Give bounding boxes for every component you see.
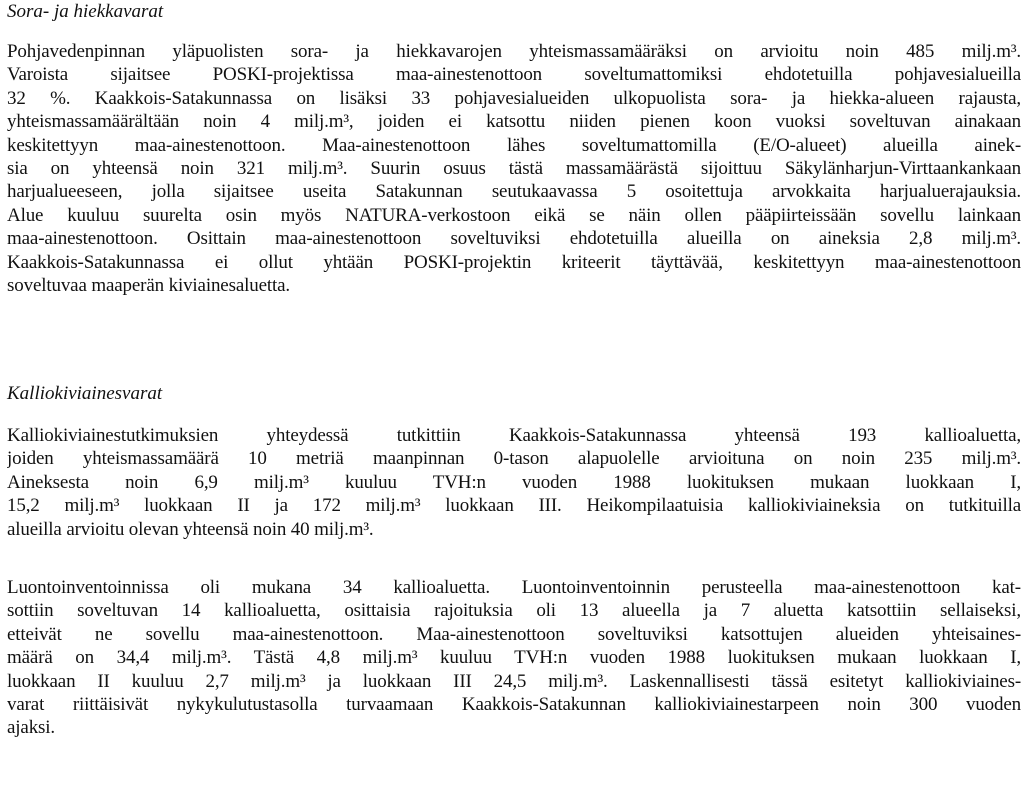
text-line: sottiin soveltuvan 14 kallioaluetta, osittaisia rajoituksia oli 13 alueella ja 7 aluetta katsottiin sellaiseksi, [7, 600, 1021, 622]
text-line: Pohjavedenpinnan yläpuolisten sora- ja hiekkavarojen yhteismassamääräksi on arvioitu noin 485 milj.m³. [7, 41, 1021, 62]
paragraph-kalliokiviainestutkimukset [7, 424, 1021, 541]
document-page [7, 0, 1021, 794]
text-line: sia on yhteensä noin 321 milj.m³. Suurin osuus tästä massamäärästä sijoittuu Säkylänharjun-Virttaankankaan [7, 158, 1021, 180]
text-line: 32 %. Kaakkois-Satakunnassa on lisäksi 33 pohjavesialueiden ulkopuolista sora- ja hiekka-alueen rajausta, [7, 87, 1021, 109]
text-line: Kalliokiviainestutkimuksien yhteydessä tutkittiin Kaakkois-Satakunnassa yhteensä 193 kallioaluetta, [7, 425, 1021, 446]
text-line: harjualueeseen, jolla sijaitsee useita Satakunnan seutukaavassa 5 osoitettuja arvokkaita harjualuerajauksia. [7, 181, 1021, 203]
section-heading-sora-ja-hiekkavarat: Sora- ja hiekkavarat [7, 1, 164, 22]
text-line: luokkaan II kuuluu 2,7 milj.m³ ja luokkaan III 24,5 milj.m³. Laskennallisesti tässä esitetyt kalliokiviaines- [7, 670, 1021, 692]
text-line: alueilla arvioitu olevan yhteensä noin 40 milj.m³. [7, 518, 374, 540]
text-line: määrä on 34,4 milj.m³. Tästä 4,8 milj.m³ kuuluu TVH:n vuoden 1988 luokituksen mukaan luokkaan I, [7, 647, 1021, 669]
section-heading-kalliokiviainesvarat: Kalliokiviainesvarat [7, 383, 163, 404]
text-line: Alue kuuluu suurelta osin myös NATURA-verkostoon eikä se näin ollen pääpiirteissään sovellu lainkaan [7, 204, 1021, 226]
text-line: joiden yhteismassamäärä 10 metriä maanpinnan 0-tason alapuolelle arvioituna on noin 235 milj.m³. [7, 448, 1021, 470]
text-line: ajaksi. [7, 717, 56, 739]
text-line: soveltuvaa maaperän kiviainesaluetta. [7, 275, 291, 297]
text-line: etteivät ne sovellu maa-ainestenottoon. Maa-ainestenottoon soveltuviksi katsottujen alueiden yhteisaines- [7, 623, 1021, 645]
text-line: Luontoinventoinnissa oli mukana 34 kallioaluetta. Luontoinventoinnin perusteella maa-ainestenottoon kat- [7, 577, 1021, 598]
text-line: Kaakkois-Satakunnassa ei ollut yhtään POSKI-projektin kriteerit täyttävää, keskitettyyn maa-ainestenottoon [7, 251, 1021, 273]
text-line: keskitettyyn maa-ainestenottoon. Maa-ainestenottoon lähes soveltumattomilla (E/O-alueet) alueilla ainek- [7, 134, 1021, 156]
text-line: 15,2 milj.m³ luokkaan II ja 172 milj.m³ luokkaan III. Heikompilaatuisia kalliokiviaineksia on tutkituilla [7, 495, 1021, 517]
text-line: Varoista sijaitsee POSKI-projektissa maa-ainestenottoon soveltumattomiksi ehdotetuilla pohjavesialueilla [7, 64, 1021, 86]
paragraph-sora-ja-hiekkavarat [7, 40, 1021, 297]
text-line: yhteismassamäärältään noin 4 milj.m³, joiden ei katsottu niiden pienen koon vuoksi soveltuvan ainakaan [7, 111, 1021, 133]
text-line: varat riittäisivät nykykulutustasolla turvaamaan Kaakkois-Satakunnan kalliokiviainestarpeen noin 300 vuoden [7, 694, 1021, 716]
text-line: maa-ainestenottoon. Osittain maa-ainestenottoon soveltuviksi ehdotetuilla alueilla on aineksia 2,8 milj.m³. [7, 228, 1021, 250]
paragraph-luontoinventointi [7, 576, 1021, 740]
text-line: Aineksesta noin 6,9 milj.m³ kuuluu TVH:n vuoden 1988 luokituksen mukaan luokkaan I, [7, 471, 1021, 493]
